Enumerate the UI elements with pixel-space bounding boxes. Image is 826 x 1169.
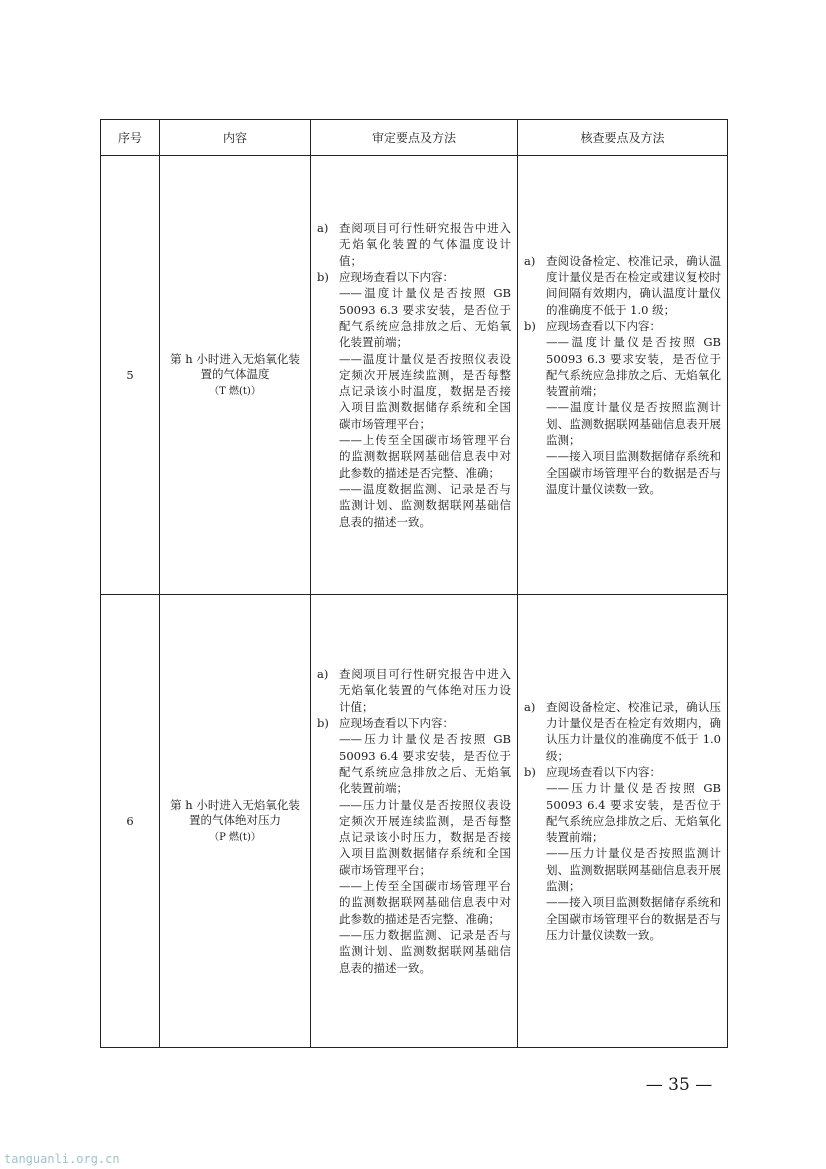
content-text: 第 h 小时进入无焰氧化装置的气体温度 [170, 351, 300, 382]
row-review [311, 595, 518, 1048]
sub-item: ——温度计量仪是否按照 GB 50093 6.3 要求安装，是否位于配气系统应急排放之后、无焰氧化装置前端； [339, 286, 511, 350]
list-item [317, 715, 511, 731]
list-item [524, 764, 721, 780]
item-text: 应现场查看以下内容： [339, 715, 454, 730]
sub-item: ——上传至全国碳市场管理平台的监测数据联网基础信息表中对此参数的描述是否完整、准确； [339, 433, 511, 480]
item-text: 查阅设备检定、校准记录，确认温度计量仪是否在检定或建议复校时间间隔有效期内，确认温度计量仪的准确度不低于 1.0 级； [546, 253, 721, 317]
item-text: 应现场查看以下内容： [339, 269, 454, 284]
item-label: b) [524, 318, 536, 333]
sub-item: ——压力计量仪是否按照 GB 50093 6.4 要求安装，是否位于配气系统应急排放之后、无焰氧化装置前端； [546, 781, 721, 845]
content-formula: （T 燃(t)） [209, 385, 261, 397]
item-label: b) [524, 764, 536, 779]
sub-item: ——温度计量仪是否按照 GB 50093 6.3 要求安装，是否位于配气系统应急排放之后、无焰氧化装置前端； [546, 335, 721, 399]
sub-item: ——压力计量仪是否按照监测计划、监测数据联网基础信息表开展监测； [546, 846, 721, 894]
item-text: 查阅项目可行性研究报告中进入无焰氧化装置的气体绝对压力设计值； [339, 666, 511, 714]
item-label: a) [317, 666, 329, 681]
list-item [317, 269, 511, 285]
table-header-row [101, 120, 728, 156]
item-label: b) [317, 269, 329, 284]
list-item [524, 318, 721, 334]
sub-item: ——压力计量仪是否按照仪表设定频次开展连续监测，是否每整点记录该小时压力，数据是否接入项目监测数据储存系统和全国碳市场管理平台； [339, 797, 511, 877]
item-label: b) [317, 715, 329, 730]
sub-item: ——接入项目监测数据储存系统和全国碳市场管理平台的数据是否与压力计量仪读数一致。 [546, 895, 721, 943]
row-content [160, 595, 311, 1048]
header-check: 核查要点及方法 [518, 120, 728, 156]
table-row [101, 156, 728, 595]
page-number: — 35 — [645, 1075, 713, 1095]
item-text: 查阅项目可行性研究报告中进入无焰氧化装置的气体温度设计值； [339, 220, 511, 268]
sub-item: ——温度数据监测、记录是否与监测计划、监测数据联网基础信息表的描述一致。 [339, 482, 511, 529]
item-label: a) [524, 699, 536, 714]
sub-item: ——温度计量仪是否按照仪表设定频次开展连续监测，是否每整点记录该小时温度，数据是否接入项目监测数据储存系统和全国碳市场管理平台； [339, 351, 511, 431]
content-formula: （P 燃(t)） [209, 831, 261, 843]
header-review: 审定要点及方法 [311, 120, 518, 156]
sub-item: ——接入项目监测数据储存系统和全国碳市场管理平台的数据是否与温度计量仪读数一致。 [546, 449, 721, 497]
row-check [518, 156, 728, 595]
sub-item: ——上传至全国碳市场管理平台的监测数据联网基础信息表中对此参数的描述是否完整、准确； [339, 879, 511, 926]
sub-item: ——压力计量仪是否按照 GB 50093 6.4 要求安装，是否位于配气系统应急排放之后、无焰氧化装置前端； [339, 732, 511, 796]
sub-item: ——温度计量仪是否按照监测计划、监测数据联网基础信息表开展监测； [546, 400, 721, 448]
sub-item: ——压力数据监测、记录是否与监测计划、监测数据联网基础信息表的描述一致。 [339, 928, 511, 975]
criteria-table [100, 119, 728, 1048]
item-label: a) [524, 253, 536, 268]
list-item [317, 666, 511, 715]
item-text: 应现场查看以下内容： [546, 764, 661, 779]
list-item [524, 699, 721, 764]
row-review [311, 156, 518, 595]
row-seq: 5 [101, 156, 160, 595]
header-seq: 序号 [101, 120, 160, 156]
list-item [317, 220, 511, 269]
content-text: 第 h 小时进入无焰氧化装置的气体绝对压力 [170, 797, 300, 828]
header-content: 内容 [160, 120, 311, 156]
item-label: a) [317, 220, 329, 235]
item-text: 应现场查看以下内容： [546, 318, 661, 333]
list-item [524, 253, 721, 318]
item-text: 查阅设备检定、校准记录，确认压力计量仪是否在检定有效期内，确认压力计量仪的准确度不低于 1.0 级； [546, 699, 721, 763]
watermark-text: tanguanli.org.cn [4, 1152, 120, 1166]
table-row [101, 595, 728, 1048]
row-content [160, 156, 311, 595]
row-check [518, 595, 728, 1048]
row-seq: 6 [101, 595, 160, 1048]
